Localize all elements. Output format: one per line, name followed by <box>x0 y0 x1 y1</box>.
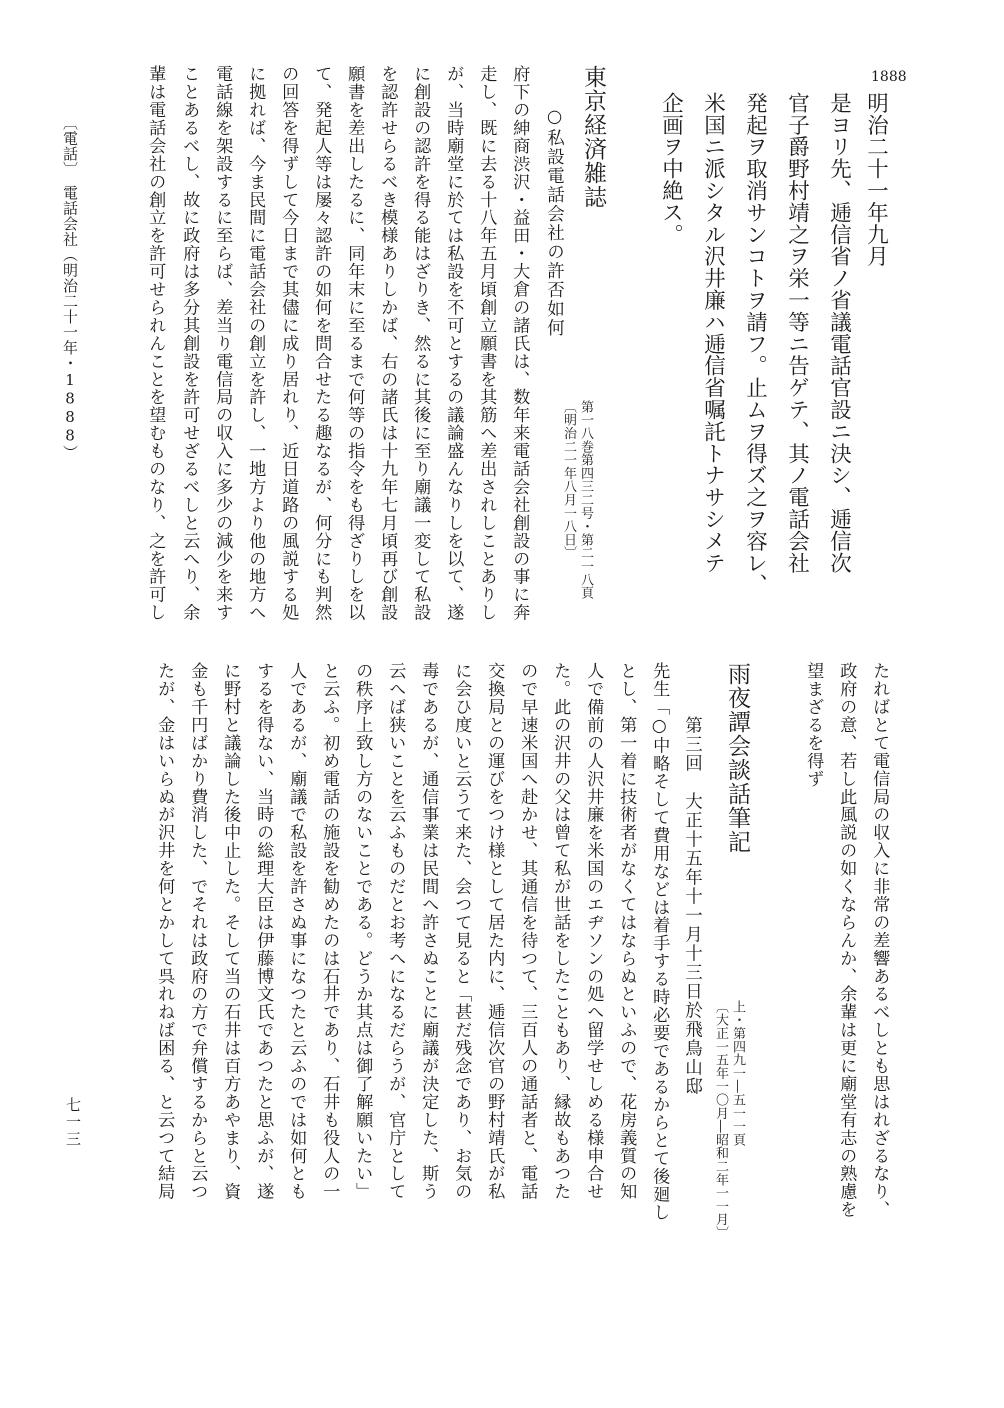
body-line: を認許せらるべき模様ありしかば、右の諸氏は十九年七月頃再び創設 <box>377 65 398 622</box>
body-line: 願書を差出したるに、同年末に至るまで何等の指令をも得ざりしを以 <box>344 65 365 622</box>
body-line: の秩序上致し方のないことである。どうか其点は御了解願いたい」 <box>352 662 373 1201</box>
citation-pages: 上・第四九一―五一一頁 <box>730 1000 745 1147</box>
body-line: 交換局との運びをつけ様として居た内に、逓信次官の野村靖氏が私 <box>484 662 505 1201</box>
body-line: ので早速米国へ赴かせ、其通信を待つて、三百人の通話者と、電話 <box>517 662 538 1201</box>
body-line: 政府の意、若し此風説の如くならんか、余輩は更に廟堂有志の熟慮を <box>836 662 857 1219</box>
entry-line: 企画ヲ中絶ス。 <box>658 92 684 246</box>
body-line: たが、金はいらぬが沢井を何とかして呉れねば困る、と云つて結局 <box>154 662 175 1201</box>
body-line: 電話線を架設するに至らば、差当り電信局の収入に多少の減少を来す <box>212 65 233 622</box>
body-line: するを得ない、当時の総理大臣は伊藤博文氏であつたと思ふが、遂 <box>253 662 274 1201</box>
running-footer: 〔電話〕 電話会社（明治二十一年・1888） <box>61 115 79 461</box>
body-line: 府下の紳商渋沢・益田・大倉の諸氏は、数年来電話会社創設の事に奔 <box>509 65 530 622</box>
body-line: 走し、既に去る十八年五月頃創立願書を其筋へ差出されしことありし <box>476 65 497 622</box>
body-line: とし、第一着に技術者がなくてはならぬといふので、花房義質の知 <box>616 662 637 1201</box>
entry-line: 是ヨリ先、逓信省ノ省議電話官設ニ決シ、逓信次 <box>826 92 852 574</box>
body-line: に拠れば、今ま民間に電話会社の創立を許し、一地方より他の地方へ <box>245 65 266 622</box>
entry-line: 官子爵野村靖之ヲ栄一等ニ告ゲテ、其ノ電話会社 <box>784 92 810 574</box>
citation-date: 〔大正一五年一〇月―昭和二年一一月〕 <box>713 1000 728 1240</box>
source-citation <box>714 1000 744 1239</box>
body-line: 輩は電話会社の創立を許可せられんことを望むものなり、之を許可し <box>145 65 166 622</box>
article-title: ○私設電話会社の許否如何 <box>544 107 565 338</box>
body-line: 人で備前の人沢井廉を米国のエヂソンの処へ留学せしめる様申合せ <box>583 662 604 1201</box>
citation-date: 〔明治二一年八月一八日〕 <box>561 400 576 560</box>
body-line: 人であるが、廟議で私設を許さぬ事になつたと云ふのでは如何とも <box>286 662 307 1201</box>
body-line: 毒であるが、通信事業は民間へ許さぬことに廟議が決定した、斯う <box>418 662 439 1201</box>
source-citation <box>562 400 592 600</box>
session-heading: 第三回 大正十五年十一月十三日於飛鳥山邸 <box>682 716 703 1096</box>
body-line: の回答を得ずして今日まで其儘に成り居れり、近日道路の風説する処 <box>278 65 299 622</box>
body-line: と云ふ。初め電話の施設を勧めたのは石井であり、石井も役人の一 <box>319 662 340 1201</box>
body-line: たればとて電信局の収入に非常の差響あるべしとも思はれざるなり、 <box>869 662 890 1219</box>
year-heading: 明治二十一年九月 <box>863 92 889 268</box>
body-line: た。此の沢井の父は曾て私が世話をしたこともあり、縁故もあつた <box>550 662 571 1201</box>
entry-line: 発起ヲ取消サンコトヲ請フ。止ムヲ得ズ之ヲ容レ、 <box>742 92 768 596</box>
source-title: 東京経済雑誌 <box>580 65 606 209</box>
year-label: 1888 <box>871 69 907 85</box>
body-line: に創設の認許を得る能はざりき、然るに其後に至り廟議一変して私設 <box>410 65 431 622</box>
body-line: 望まざるを得ず <box>803 662 824 788</box>
body-line: に野村と議論した後中止した。そして当の石井は百方あやまり、資 <box>220 662 241 1201</box>
body-line: 云へば狭いことを云ふものだとお考へになるだらうが、官庁として <box>385 662 406 1201</box>
citation-volume: 第一八巻第四三二号・第二一八頁 <box>578 400 593 600</box>
entry-line: 米国ニ派シタル沢井廉ハ逓信省嘱託トナサシメテ <box>700 92 726 574</box>
page-number: 七一三 <box>64 1097 82 1148</box>
body-line: て、発起人等は屡々認許の如何を問合せたる趣なるが、何分にも判然 <box>311 65 332 622</box>
body-line: に会ひ度いと云うて来た、会つて見ると「甚だ残念であり、お気の <box>451 662 472 1201</box>
body-line: 金も千円ばかり費消した、でそれは政府の方で弁償するからと云つ <box>187 662 208 1201</box>
body-line: 先生「○中略そして費用などは着手する時必要であるからとて後廻し <box>649 662 670 1222</box>
source-title: 雨夜譚会談話筆記 <box>724 662 750 854</box>
body-line: が、当時廟堂に於ては私設を不可とするの議論盛んなりしを以て、遂 <box>443 65 464 622</box>
body-line: ことあるべし、故に政府は多分其創設を許可せざるべしと云へり、余 <box>179 65 200 622</box>
